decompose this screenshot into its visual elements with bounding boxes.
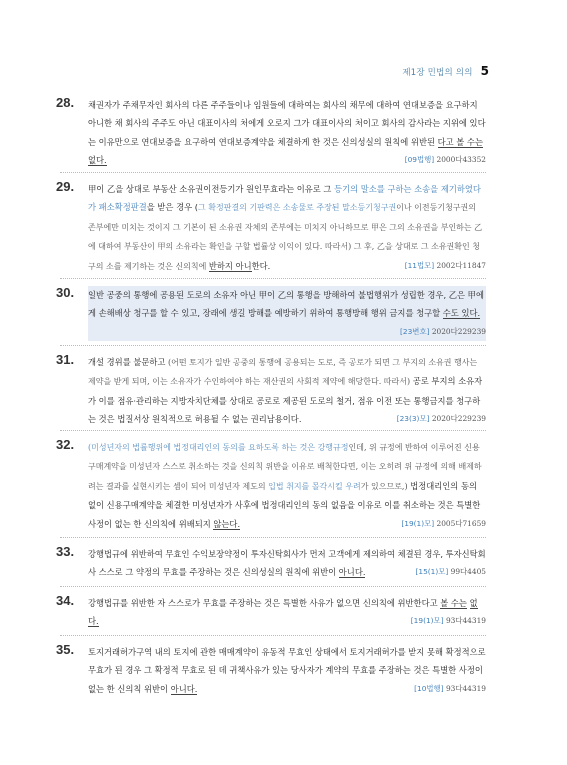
question-text: 甲이 乙을 상대로 부동산 소유권이전등기가 원인무효라는 이유로 그 [88, 184, 335, 194]
question-number: 33. [56, 544, 75, 559]
citation [405, 257, 486, 275]
question-35 [56, 642, 486, 698]
citation [411, 612, 486, 630]
citation [405, 151, 486, 169]
divider [60, 430, 486, 431]
answer-underline: 반하지 아니 [208, 260, 252, 271]
question-text: 채권자가 주채무자인 회사의 다른 주주들이나 임원들에 대하여는 회사의 채무에 대하여 연대보증을 요구하지 아니한 채 회사의 주주도 아닌 대표이사의 처에게 오로지 그가 대표이사의 처이고 회사의 감사라는 지위에 있다는 이유만으로 연대보증을 요구하여 연대보증계약을 체결하게 한 것은 신의성실의 원칙에 위반된 [88, 100, 486, 147]
case-number: 93다44319 [445, 616, 486, 626]
question-number: 31. [56, 352, 75, 367]
divider [60, 345, 486, 346]
exam-tag: [11법모] [404, 260, 435, 270]
question-34 [56, 593, 486, 631]
question-29 [56, 179, 486, 276]
case-number: 99다4405 [450, 567, 486, 577]
question-28 [56, 95, 486, 170]
question-number: 35. [56, 642, 75, 657]
explanation-highlight: 입법 취지를 몰각시킬 우려 [268, 481, 361, 491]
explanation-highlight: (미성년자의 법률행위에 법정대리인의 동의를 요하도록 하는 것은 강행규정 [88, 443, 349, 452]
chapter-title: 제1장 민법의 의의 [402, 68, 473, 78]
case-number: 93다44319 [445, 683, 486, 693]
explanation-highlight: 그 확정판결의 기판력은 소송물로 주장된 말소등기청구권 [197, 203, 397, 213]
explanation-text: 이나 이전등기청구권 [396, 203, 469, 213]
question-31 [56, 352, 486, 429]
divider [60, 537, 486, 538]
explanation-text: 가 있으므로,) [360, 481, 408, 491]
divider [60, 278, 486, 279]
case-number: 2020다229239 [431, 414, 486, 424]
question-number: 32. [56, 437, 75, 452]
answer-underline: 아니다. [338, 567, 366, 578]
case-number: 2000다43352 [436, 155, 486, 165]
question-text: 한다. [251, 260, 271, 271]
question-number: 30. [56, 285, 75, 300]
question-text: 토지거래허가구역 내의 토지에 관한 매매계약이 유동적 무효인 상태에서 토지거래허가를 받지 못해 확정적으로 무효가 된 경우 그 확정적 무효로 된 데 귀책사유가 있는 당사자가 계약의 무효를 주장하는 것은 특별한 사정이 없는 한 신의칙 위반이 [88, 647, 486, 694]
exam-tag: [23변호] [400, 326, 430, 336]
divider [60, 635, 486, 636]
exam-tag: [19(1)모] [401, 518, 435, 528]
citation [400, 323, 486, 341]
answer-underline: 아니다. [170, 683, 198, 694]
citation [414, 680, 486, 698]
case-number: 2002다11847 [436, 260, 486, 270]
answer-underline: 수도 있다. [442, 308, 481, 319]
page-header [402, 64, 489, 78]
highlight-text: 등기의 말소를 구하는 소송을 제기하였다가 패소확정판결 [88, 184, 481, 213]
citation [416, 563, 487, 581]
citation [401, 515, 486, 533]
answer-underline: 없다. [88, 598, 478, 627]
question-number: 29. [56, 179, 75, 194]
divider [60, 586, 486, 587]
citation [397, 410, 486, 428]
question-30 [56, 285, 486, 341]
exam-tag: [15(1)모] [415, 567, 449, 577]
question-text: 을 받은 경우 ( [146, 202, 198, 213]
question-text: 개설 경위를 불문하고 [88, 357, 169, 367]
explanation-text: (어떤 토지가 일반 공중의 통행에 공용되는 도로, 즉 공로가 되면 그 부지의 소유권 행사는 제약을 받게 되며, 이는 소유자가 수인하여야 하는 재산권의 사회적 제약에 해당한다. 따라서) [88, 358, 478, 387]
answer-underline: 다고 볼 수는 없다. [88, 136, 483, 166]
question-number: 28. [56, 95, 75, 110]
case-number: 2005다71659 [436, 518, 486, 528]
case-number: 2020다229239 [431, 326, 486, 336]
question-text: 공로 부지의 소유자가 이를 점유·관리하는 지방자치단체를 상대로 공로로 제공된 도로의 철거, 점유 이전 또는 통행금지를 청구하는 것은 법질서상 원칙적으로 허용될 수 없는 권리남용이다. [88, 376, 483, 425]
question-text: 강행법규를 위반한 자 스스로가 무효를 주장하는 것은 특별한 사유가 없으면 신의칙에 위반한다고 [88, 598, 441, 608]
question-32 [56, 437, 486, 533]
answer-underline: 볼 수는 [440, 598, 467, 608]
explanation-text: 의 존부에만 미치는 것이지 그 기본이 된 소유권 자체의 존부에는 미치지 아니하므로 甲은 그의 소유권을 부인하는 乙에 대하여 부동산이 甲의 소유라는 확인을 구할 법률상 이익이 있다. 따라서) 그 후, 乙을 상대로 그 소유권확인 청구의 소를 제기하는 것은 신의칙에 [88, 203, 483, 271]
page-number: 5 [480, 64, 489, 78]
question-text: 법정대리인의 동의 없이 신용구매계약을 체결한 미성년자가 사후에 법정대리인의 동의 없음을 이유로 이를 취소하는 것은 특별한 사정이 없는 한 신의칙에 위배되지 [88, 480, 481, 529]
question-text: 일반 공중의 통행에 공용된 도로의 소유자 아닌 甲이 乙의 통행을 방해하여 불법행위가 성립한 경우, 乙은 甲에게 손해배상 청구를 할 수 있고, 장래에 생길 방해를 예방하기 위하여 통행방해 행위 금지를 청구할 [88, 290, 484, 319]
answer-underline: 않는다. [213, 518, 241, 529]
divider [60, 172, 486, 173]
exam-tag: [09법행] [404, 155, 435, 165]
question-33 [56, 544, 486, 582]
exam-tag: [19(1)모] [410, 616, 444, 626]
exam-tag: [10법행] [414, 683, 444, 693]
question-text: 강행법규에 위반하여 무효인 수익보장약정이 투자신탁회사가 먼저 고객에게 제의하여 체결된 경우, 투자신탁회사 스스로 그 약정의 무효를 주장하는 것은 신의성실의 원칙에 위반이 [88, 549, 486, 578]
exam-tag: [23(3)모] [396, 414, 430, 424]
explanation-text: 인데, 위 규정에 반하여 이루어진 신용구매계약을 미성년자 스스로 취소하는 것을 신의칙 위반을 이유로 배척한다면, 이는 오히려 위 규정에 의해 배제하려는 결과를 실현시키는 셈이 되어 미성년자 제도의 [88, 443, 482, 491]
question-number: 34. [56, 593, 75, 608]
